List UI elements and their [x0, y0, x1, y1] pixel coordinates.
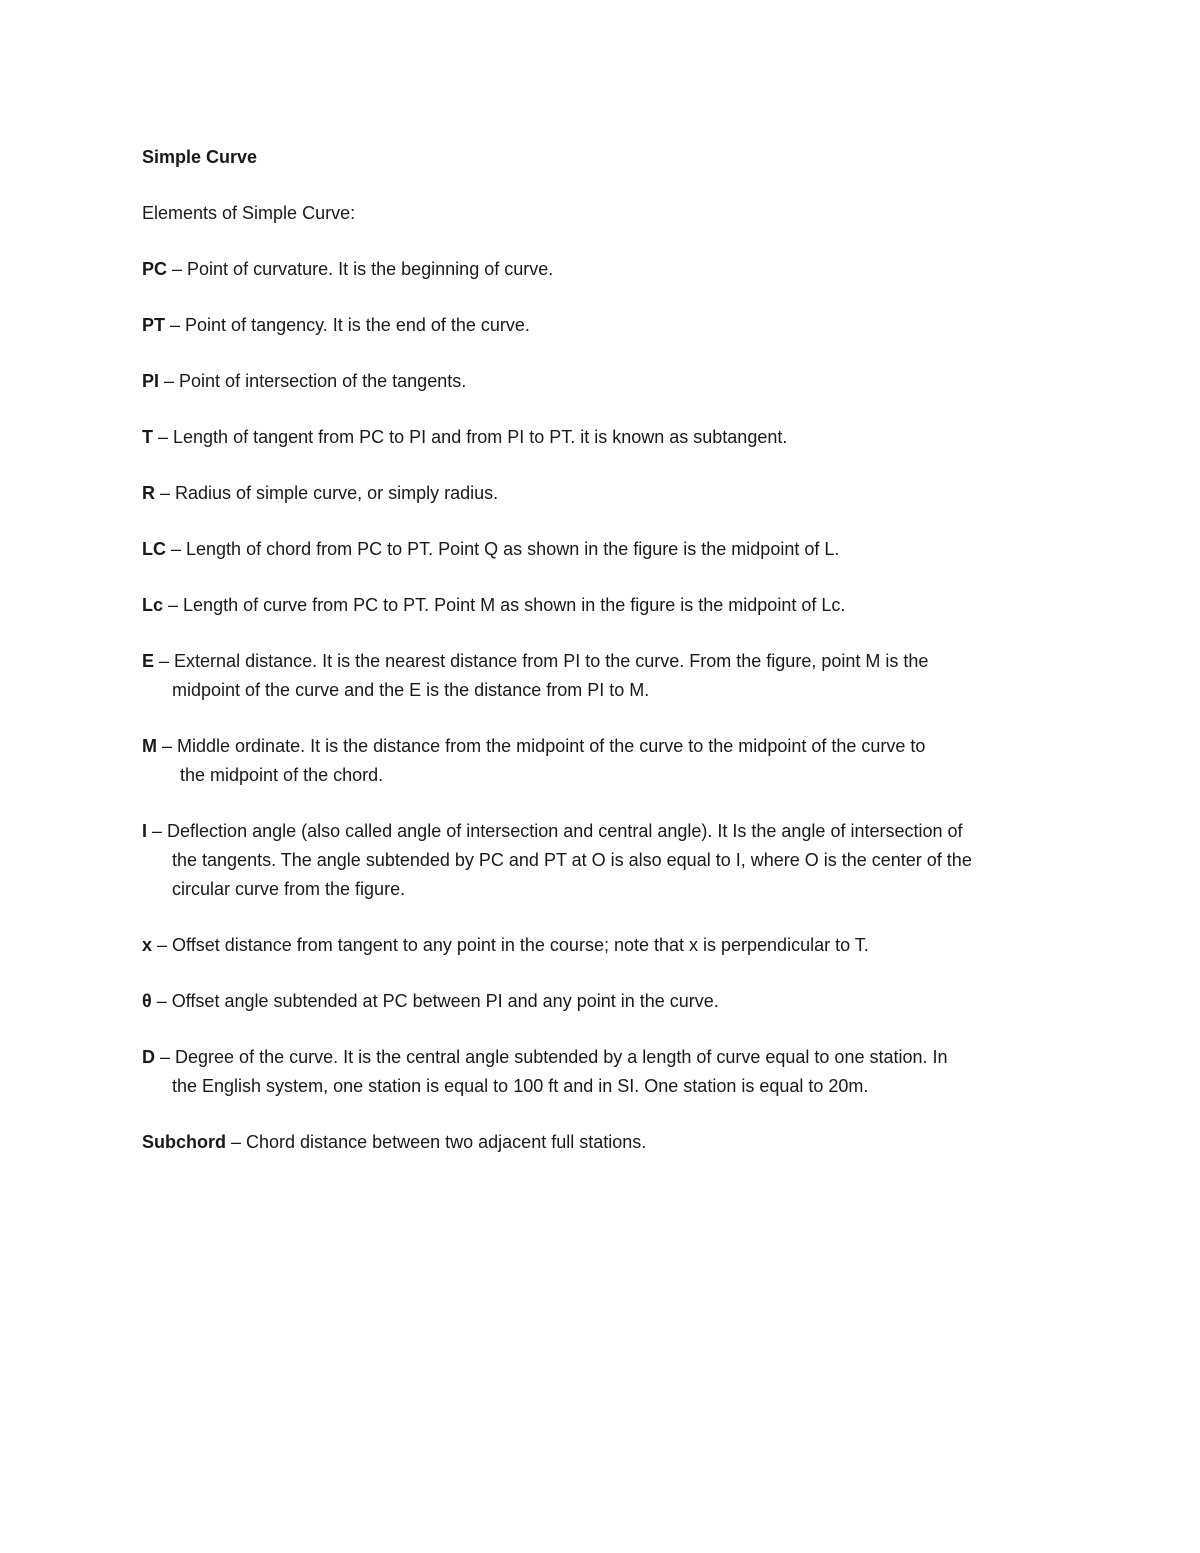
definition-pt: [142, 311, 1062, 340]
definition-text: Chord distance between two adjacent full stations.: [246, 1132, 647, 1152]
definition-text: Length of tangent from PC to PI and from PI to PT. it is known as subtangent.: [173, 427, 788, 447]
separator: –: [147, 821, 168, 841]
separator: –: [163, 595, 184, 615]
definition-text: Point of tangency. It is the end of the curve.: [185, 315, 530, 335]
definition-text: Offset angle subtended at PC between PI and any point in the curve.: [171, 991, 719, 1011]
definition-text: Length of curve from PC to PT. Point M as shown in the figure is the midpoint of Lc.: [183, 595, 846, 615]
definition-pc: [142, 255, 1062, 284]
definition-continuation: midpoint of the curve and the E is the distance from PI to M.: [172, 680, 650, 700]
separator: –: [155, 1047, 176, 1067]
term: PT: [142, 315, 166, 335]
separator: –: [155, 483, 176, 503]
term: I: [142, 821, 148, 841]
definition-continuation: the midpoint of the chord.: [180, 765, 384, 785]
separator: –: [152, 935, 173, 955]
definition-continuation: the tangents. The angle subtended by PC and PT at O is also equal to I, where O is the center of the: [172, 850, 972, 870]
term: M: [142, 736, 157, 756]
term: PC: [142, 259, 168, 279]
term: Lc: [142, 595, 164, 615]
separator: –: [226, 1132, 247, 1152]
definition-text: Point of intersection of the tangents.: [179, 371, 467, 391]
definition-text: Point of curvature. It is the beginning of curve.: [187, 259, 554, 279]
term: E: [142, 651, 155, 671]
document-body: [142, 143, 1062, 1184]
definition-continuation: circular curve from the figure.: [172, 879, 406, 899]
definition-r: [142, 479, 1062, 508]
definition-text: Offset distance from tangent to any point in the course; note that x is perpendicular to T.: [172, 935, 869, 955]
term: PI: [142, 371, 160, 391]
separator: –: [154, 651, 175, 671]
definition-text: Length of chord from PC to PT. Point Q as shown in the figure is the midpoint of L.: [186, 539, 840, 559]
definition-continuation: the English system, one station is equal to 100 ft and in SI. One station is equal to 20m.: [172, 1076, 869, 1096]
document-subtitle: Elements of Simple Curve:: [142, 203, 356, 223]
term: T: [142, 427, 153, 447]
separator: –: [167, 259, 188, 279]
definition-t: [142, 423, 1062, 452]
definition-text: Middle ordinate. It is the distance from the midpoint of the curve to the midpoint of the curve to: [177, 736, 926, 756]
definition-text: Degree of the curve. It is the central angle subtended by a length of curve equal to one station. In: [175, 1047, 948, 1067]
term: x: [142, 935, 153, 955]
separator: –: [157, 736, 178, 756]
definition-text: Radius of simple curve, or simply radius.: [175, 483, 499, 503]
definition-text: Deflection angle (also called angle of intersection and central angle). It Is the angle of intersection of: [167, 821, 963, 841]
term: LC: [142, 539, 166, 559]
term: R: [142, 483, 155, 503]
definition-d: [142, 1043, 1062, 1101]
definition-e: [142, 647, 1062, 705]
definition-m: [142, 732, 1062, 790]
definition-i: [142, 817, 1062, 904]
definition-theta: [142, 987, 1062, 1016]
separator: –: [159, 371, 180, 391]
separator: –: [166, 539, 187, 559]
definition-lc-chord: [142, 535, 1062, 564]
term: θ: [142, 991, 152, 1011]
definition-subchord: [142, 1128, 1062, 1157]
term: D: [142, 1047, 155, 1067]
term: Subchord: [142, 1132, 226, 1152]
separator: –: [165, 315, 186, 335]
document-title: Simple Curve: [142, 147, 258, 167]
definition-text: External distance. It is the nearest distance from PI to the curve. From the figure, point M is the: [174, 651, 929, 671]
definition-lc-curve: [142, 591, 1062, 620]
separator: –: [151, 991, 172, 1011]
definition-pi: [142, 367, 1062, 396]
definition-x: [142, 931, 1062, 960]
separator: –: [153, 427, 174, 447]
